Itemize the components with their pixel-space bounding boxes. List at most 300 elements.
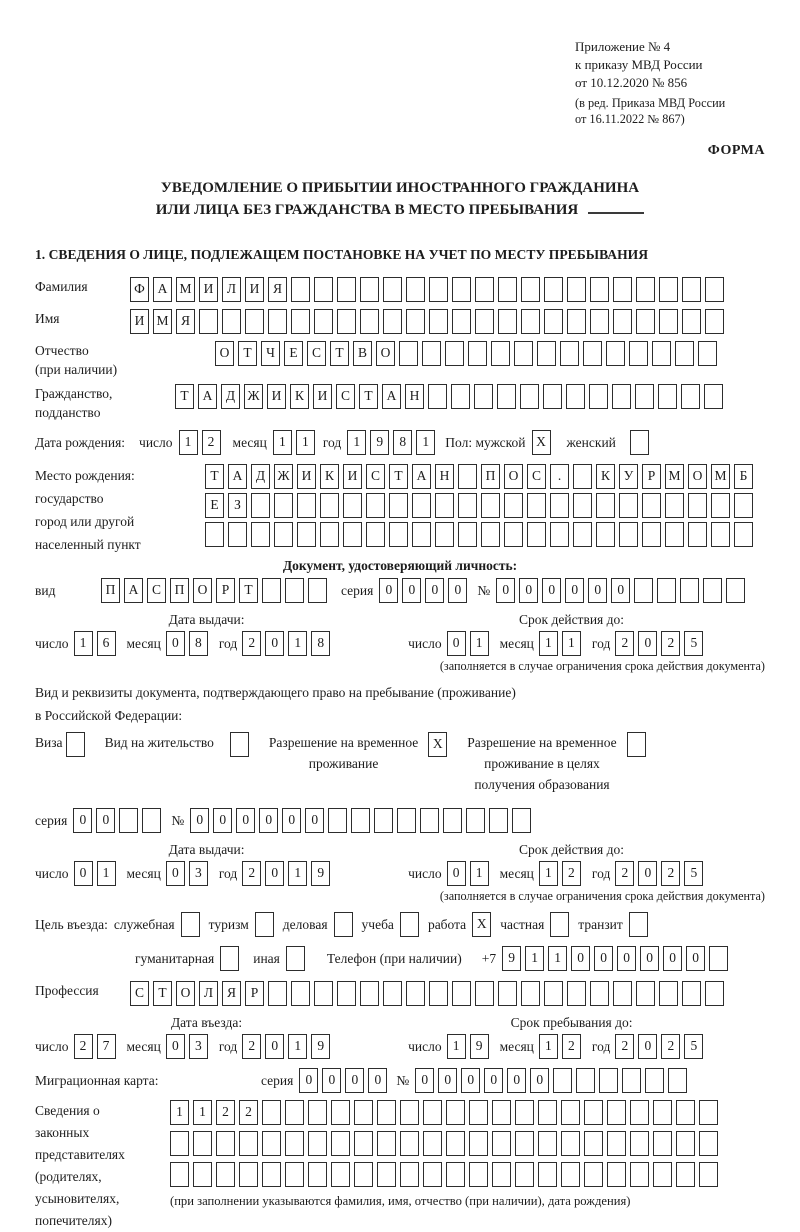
char-cell[interactable] bbox=[606, 341, 625, 366]
checkbox-cell[interactable] bbox=[629, 912, 648, 937]
char-cell[interactable] bbox=[584, 1131, 603, 1156]
char-cell[interactable] bbox=[366, 493, 385, 518]
char-cell[interactable] bbox=[636, 309, 655, 334]
char-cell[interactable] bbox=[698, 341, 717, 366]
char-cell[interactable]: 0 bbox=[96, 808, 115, 833]
char-cell[interactable]: Р bbox=[642, 464, 661, 489]
char-cell[interactable] bbox=[354, 1162, 373, 1187]
char-cell[interactable] bbox=[566, 384, 585, 409]
char-cell[interactable] bbox=[659, 277, 678, 302]
char-cell[interactable]: М bbox=[153, 309, 172, 334]
char-cell[interactable] bbox=[682, 981, 701, 1006]
char-cell[interactable] bbox=[314, 309, 333, 334]
char-cell[interactable]: Ж bbox=[274, 464, 293, 489]
char-cell[interactable]: Т bbox=[175, 384, 194, 409]
char-cell[interactable] bbox=[297, 493, 316, 518]
char-cell[interactable] bbox=[406, 981, 425, 1006]
char-cell[interactable]: С bbox=[307, 341, 326, 366]
char-cell[interactable]: С bbox=[366, 464, 385, 489]
char-cell[interactable]: 0 bbox=[379, 578, 398, 603]
char-cell[interactable] bbox=[520, 384, 539, 409]
char-cell[interactable]: В bbox=[353, 341, 372, 366]
char-cell[interactable] bbox=[428, 384, 447, 409]
char-cell[interactable] bbox=[222, 309, 241, 334]
char-cell[interactable] bbox=[291, 309, 310, 334]
char-cell[interactable] bbox=[435, 522, 454, 547]
char-cell[interactable] bbox=[653, 1131, 672, 1156]
char-cell[interactable]: 1 bbox=[179, 430, 198, 455]
char-cell[interactable]: 9 bbox=[311, 1034, 330, 1059]
char-cell[interactable] bbox=[576, 1068, 595, 1093]
char-cell[interactable] bbox=[527, 493, 546, 518]
checkbox-cell[interactable] bbox=[230, 732, 249, 757]
char-cell[interactable]: 1 bbox=[296, 430, 315, 455]
char-cell[interactable]: И bbox=[130, 309, 149, 334]
char-cell[interactable] bbox=[205, 522, 224, 547]
char-cell[interactable]: 0 bbox=[213, 808, 232, 833]
char-cell[interactable] bbox=[682, 309, 701, 334]
char-cell[interactable] bbox=[406, 309, 425, 334]
char-cell[interactable] bbox=[514, 341, 533, 366]
char-cell[interactable] bbox=[550, 493, 569, 518]
char-cell[interactable] bbox=[596, 522, 615, 547]
char-cell[interactable] bbox=[653, 1162, 672, 1187]
char-cell[interactable]: И bbox=[245, 277, 264, 302]
char-cell[interactable] bbox=[458, 522, 477, 547]
char-cell[interactable] bbox=[423, 1100, 442, 1125]
char-cell[interactable]: 2 bbox=[239, 1100, 258, 1125]
char-cell[interactable]: 0 bbox=[617, 946, 636, 971]
char-cell[interactable]: 1 bbox=[562, 631, 581, 656]
char-cell[interactable] bbox=[636, 277, 655, 302]
char-cell[interactable] bbox=[498, 277, 517, 302]
char-cell[interactable] bbox=[170, 1162, 189, 1187]
char-cell[interactable]: С bbox=[147, 578, 166, 603]
char-cell[interactable] bbox=[412, 493, 431, 518]
char-cell[interactable] bbox=[446, 1100, 465, 1125]
char-cell[interactable] bbox=[193, 1131, 212, 1156]
char-cell[interactable] bbox=[642, 522, 661, 547]
char-cell[interactable] bbox=[446, 1162, 465, 1187]
char-cell[interactable] bbox=[658, 384, 677, 409]
char-cell[interactable]: 0 bbox=[190, 808, 209, 833]
char-cell[interactable] bbox=[584, 1162, 603, 1187]
char-cell[interactable] bbox=[337, 309, 356, 334]
char-cell[interactable] bbox=[397, 808, 416, 833]
char-cell[interactable] bbox=[521, 277, 540, 302]
char-cell[interactable] bbox=[491, 341, 510, 366]
char-cell[interactable] bbox=[612, 384, 631, 409]
char-cell[interactable]: А bbox=[198, 384, 217, 409]
char-cell[interactable]: 5 bbox=[684, 861, 703, 886]
char-cell[interactable]: 0 bbox=[305, 808, 324, 833]
char-cell[interactable] bbox=[216, 1131, 235, 1156]
char-cell[interactable] bbox=[492, 1131, 511, 1156]
char-cell[interactable]: Л bbox=[199, 981, 218, 1006]
char-cell[interactable] bbox=[538, 1162, 557, 1187]
char-cell[interactable]: 0 bbox=[565, 578, 584, 603]
char-cell[interactable] bbox=[360, 981, 379, 1006]
char-cell[interactable] bbox=[262, 1100, 281, 1125]
char-cell[interactable] bbox=[573, 464, 592, 489]
char-cell[interactable] bbox=[567, 309, 586, 334]
char-cell[interactable] bbox=[590, 981, 609, 1006]
char-cell[interactable]: О bbox=[376, 341, 395, 366]
char-cell[interactable]: Ж bbox=[244, 384, 263, 409]
char-cell[interactable]: 0 bbox=[588, 578, 607, 603]
char-cell[interactable] bbox=[452, 981, 471, 1006]
char-cell[interactable] bbox=[688, 493, 707, 518]
char-cell[interactable] bbox=[560, 341, 579, 366]
char-cell[interactable] bbox=[291, 277, 310, 302]
char-cell[interactable] bbox=[406, 277, 425, 302]
char-cell[interactable] bbox=[308, 1162, 327, 1187]
char-cell[interactable] bbox=[383, 309, 402, 334]
char-cell[interactable]: А bbox=[382, 384, 401, 409]
checkbox-cell[interactable] bbox=[286, 946, 305, 971]
char-cell[interactable]: 3 bbox=[189, 1034, 208, 1059]
char-cell[interactable] bbox=[274, 493, 293, 518]
char-cell[interactable] bbox=[468, 341, 487, 366]
char-cell[interactable] bbox=[682, 277, 701, 302]
char-cell[interactable]: Ч bbox=[261, 341, 280, 366]
char-cell[interactable] bbox=[561, 1131, 580, 1156]
char-cell[interactable] bbox=[199, 309, 218, 334]
char-cell[interactable] bbox=[521, 309, 540, 334]
char-cell[interactable]: 1 bbox=[193, 1100, 212, 1125]
char-cell[interactable] bbox=[452, 309, 471, 334]
char-cell[interactable] bbox=[544, 277, 563, 302]
char-cell[interactable] bbox=[466, 808, 485, 833]
char-cell[interactable] bbox=[705, 981, 724, 1006]
char-cell[interactable]: 0 bbox=[74, 861, 93, 886]
char-cell[interactable] bbox=[308, 1100, 327, 1125]
char-cell[interactable]: 2 bbox=[615, 1034, 634, 1059]
char-cell[interactable] bbox=[665, 493, 684, 518]
char-cell[interactable]: 2 bbox=[202, 430, 221, 455]
char-cell[interactable] bbox=[452, 277, 471, 302]
char-cell[interactable]: 8 bbox=[393, 430, 412, 455]
char-cell[interactable] bbox=[445, 341, 464, 366]
char-cell[interactable]: Т bbox=[389, 464, 408, 489]
char-cell[interactable]: Д bbox=[251, 464, 270, 489]
char-cell[interactable]: 8 bbox=[189, 631, 208, 656]
char-cell[interactable]: Р bbox=[245, 981, 264, 1006]
char-cell[interactable] bbox=[377, 1162, 396, 1187]
char-cell[interactable] bbox=[285, 1131, 304, 1156]
char-cell[interactable] bbox=[734, 522, 753, 547]
char-cell[interactable] bbox=[489, 808, 508, 833]
char-cell[interactable]: О bbox=[193, 578, 212, 603]
char-cell[interactable]: Б bbox=[734, 464, 753, 489]
char-cell[interactable]: 0 bbox=[542, 578, 561, 603]
char-cell[interactable] bbox=[613, 277, 632, 302]
char-cell[interactable] bbox=[216, 1162, 235, 1187]
char-cell[interactable] bbox=[676, 1131, 695, 1156]
char-cell[interactable] bbox=[607, 1162, 626, 1187]
char-cell[interactable] bbox=[354, 1131, 373, 1156]
char-cell[interactable] bbox=[642, 493, 661, 518]
char-cell[interactable] bbox=[320, 493, 339, 518]
char-cell[interactable] bbox=[703, 578, 722, 603]
char-cell[interactable] bbox=[377, 1100, 396, 1125]
char-cell[interactable] bbox=[498, 981, 517, 1006]
char-cell[interactable] bbox=[512, 808, 531, 833]
char-cell[interactable]: 1 bbox=[288, 631, 307, 656]
char-cell[interactable] bbox=[389, 522, 408, 547]
char-cell[interactable]: 0 bbox=[496, 578, 515, 603]
char-cell[interactable] bbox=[354, 1100, 373, 1125]
char-cell[interactable] bbox=[668, 1068, 687, 1093]
char-cell[interactable] bbox=[469, 1100, 488, 1125]
char-cell[interactable]: 0 bbox=[368, 1068, 387, 1093]
char-cell[interactable] bbox=[550, 522, 569, 547]
char-cell[interactable]: Ф bbox=[130, 277, 149, 302]
char-cell[interactable] bbox=[630, 1100, 649, 1125]
char-cell[interactable] bbox=[481, 522, 500, 547]
char-cell[interactable]: 0 bbox=[638, 1034, 657, 1059]
char-cell[interactable] bbox=[544, 309, 563, 334]
char-cell[interactable] bbox=[469, 1131, 488, 1156]
char-cell[interactable] bbox=[705, 309, 724, 334]
char-cell[interactable]: О bbox=[176, 981, 195, 1006]
char-cell[interactable] bbox=[268, 981, 287, 1006]
char-cell[interactable] bbox=[170, 1131, 189, 1156]
char-cell[interactable]: 0 bbox=[345, 1068, 364, 1093]
char-cell[interactable] bbox=[228, 522, 247, 547]
checkbox-cell[interactable] bbox=[550, 912, 569, 937]
char-cell[interactable]: 0 bbox=[282, 808, 301, 833]
char-cell[interactable]: Я bbox=[222, 981, 241, 1006]
char-cell[interactable]: 5 bbox=[684, 1034, 703, 1059]
char-cell[interactable] bbox=[142, 808, 161, 833]
char-cell[interactable] bbox=[630, 1162, 649, 1187]
char-cell[interactable]: 0 bbox=[166, 1034, 185, 1059]
char-cell[interactable] bbox=[291, 981, 310, 1006]
checkbox-cell[interactable]: X bbox=[532, 430, 551, 455]
char-cell[interactable] bbox=[251, 493, 270, 518]
char-cell[interactable] bbox=[680, 578, 699, 603]
char-cell[interactable]: 8 bbox=[311, 631, 330, 656]
char-cell[interactable] bbox=[711, 522, 730, 547]
char-cell[interactable] bbox=[374, 808, 393, 833]
char-cell[interactable]: Е bbox=[284, 341, 303, 366]
char-cell[interactable] bbox=[634, 578, 653, 603]
char-cell[interactable] bbox=[475, 277, 494, 302]
char-cell[interactable] bbox=[619, 522, 638, 547]
char-cell[interactable] bbox=[285, 578, 304, 603]
char-cell[interactable] bbox=[504, 493, 523, 518]
char-cell[interactable]: 0 bbox=[507, 1068, 526, 1093]
char-cell[interactable] bbox=[399, 341, 418, 366]
char-cell[interactable] bbox=[422, 341, 441, 366]
char-cell[interactable]: Т bbox=[205, 464, 224, 489]
char-cell[interactable]: 1 bbox=[97, 861, 116, 886]
char-cell[interactable]: И bbox=[313, 384, 332, 409]
checkbox-cell[interactable] bbox=[181, 912, 200, 937]
char-cell[interactable]: 2 bbox=[661, 1034, 680, 1059]
char-cell[interactable]: 1 bbox=[273, 430, 292, 455]
char-cell[interactable] bbox=[400, 1100, 419, 1125]
char-cell[interactable]: . bbox=[550, 464, 569, 489]
char-cell[interactable] bbox=[653, 1100, 672, 1125]
char-cell[interactable] bbox=[420, 808, 439, 833]
char-cell[interactable] bbox=[527, 522, 546, 547]
char-cell[interactable]: 0 bbox=[686, 946, 705, 971]
char-cell[interactable]: И bbox=[267, 384, 286, 409]
char-cell[interactable]: К bbox=[320, 464, 339, 489]
char-cell[interactable]: 0 bbox=[571, 946, 590, 971]
char-cell[interactable] bbox=[351, 808, 370, 833]
char-cell[interactable] bbox=[567, 981, 586, 1006]
char-cell[interactable] bbox=[619, 493, 638, 518]
char-cell[interactable]: М bbox=[665, 464, 684, 489]
char-cell[interactable]: 0 bbox=[402, 578, 421, 603]
char-cell[interactable]: 0 bbox=[259, 808, 278, 833]
char-cell[interactable] bbox=[331, 1131, 350, 1156]
char-cell[interactable] bbox=[475, 981, 494, 1006]
checkbox-cell[interactable] bbox=[220, 946, 239, 971]
char-cell[interactable]: О bbox=[215, 341, 234, 366]
char-cell[interactable] bbox=[629, 341, 648, 366]
char-cell[interactable] bbox=[553, 1068, 572, 1093]
char-cell[interactable]: 2 bbox=[242, 861, 261, 886]
char-cell[interactable] bbox=[675, 341, 694, 366]
char-cell[interactable] bbox=[328, 808, 347, 833]
char-cell[interactable] bbox=[383, 981, 402, 1006]
char-cell[interactable]: И bbox=[343, 464, 362, 489]
char-cell[interactable] bbox=[443, 808, 462, 833]
char-cell[interactable] bbox=[688, 522, 707, 547]
char-cell[interactable]: 0 bbox=[640, 946, 659, 971]
char-cell[interactable]: 2 bbox=[242, 1034, 261, 1059]
char-cell[interactable] bbox=[377, 1131, 396, 1156]
char-cell[interactable]: 0 bbox=[663, 946, 682, 971]
char-cell[interactable]: А bbox=[412, 464, 431, 489]
char-cell[interactable] bbox=[314, 277, 333, 302]
char-cell[interactable] bbox=[515, 1131, 534, 1156]
char-cell[interactable]: Е bbox=[205, 493, 224, 518]
char-cell[interactable] bbox=[636, 981, 655, 1006]
char-cell[interactable]: С bbox=[336, 384, 355, 409]
char-cell[interactable] bbox=[607, 1131, 626, 1156]
char-cell[interactable] bbox=[676, 1162, 695, 1187]
char-cell[interactable] bbox=[469, 1162, 488, 1187]
char-cell[interactable]: 0 bbox=[611, 578, 630, 603]
char-cell[interactable]: 2 bbox=[615, 631, 634, 656]
char-cell[interactable]: 1 bbox=[539, 861, 558, 886]
char-cell[interactable]: М bbox=[711, 464, 730, 489]
char-cell[interactable]: А bbox=[228, 464, 247, 489]
char-cell[interactable] bbox=[423, 1162, 442, 1187]
char-cell[interactable] bbox=[481, 493, 500, 518]
char-cell[interactable]: 2 bbox=[74, 1034, 93, 1059]
char-cell[interactable] bbox=[308, 1131, 327, 1156]
char-cell[interactable]: С bbox=[130, 981, 149, 1006]
checkbox-cell[interactable]: X bbox=[472, 912, 491, 937]
char-cell[interactable]: 7 bbox=[97, 1034, 116, 1059]
char-cell[interactable]: 9 bbox=[311, 861, 330, 886]
char-cell[interactable] bbox=[285, 1100, 304, 1125]
char-cell[interactable]: 2 bbox=[242, 631, 261, 656]
char-cell[interactable]: 0 bbox=[265, 1034, 284, 1059]
char-cell[interactable] bbox=[599, 1068, 618, 1093]
char-cell[interactable]: 0 bbox=[415, 1068, 434, 1093]
char-cell[interactable]: 2 bbox=[661, 861, 680, 886]
char-cell[interactable] bbox=[613, 981, 632, 1006]
char-cell[interactable]: К bbox=[290, 384, 309, 409]
char-cell[interactable] bbox=[119, 808, 138, 833]
char-cell[interactable]: 0 bbox=[638, 631, 657, 656]
char-cell[interactable]: 1 bbox=[74, 631, 93, 656]
char-cell[interactable] bbox=[458, 493, 477, 518]
char-cell[interactable]: 0 bbox=[73, 808, 92, 833]
char-cell[interactable]: 1 bbox=[447, 1034, 466, 1059]
char-cell[interactable]: 5 bbox=[684, 631, 703, 656]
char-cell[interactable]: 0 bbox=[594, 946, 613, 971]
char-cell[interactable]: 2 bbox=[615, 861, 634, 886]
char-cell[interactable] bbox=[337, 981, 356, 1006]
char-cell[interactable] bbox=[492, 1100, 511, 1125]
char-cell[interactable] bbox=[561, 1162, 580, 1187]
char-cell[interactable] bbox=[699, 1100, 718, 1125]
char-cell[interactable]: 0 bbox=[447, 861, 466, 886]
char-cell[interactable] bbox=[451, 384, 470, 409]
char-cell[interactable] bbox=[475, 309, 494, 334]
char-cell[interactable] bbox=[573, 522, 592, 547]
char-cell[interactable] bbox=[474, 384, 493, 409]
char-cell[interactable]: 2 bbox=[216, 1100, 235, 1125]
char-cell[interactable]: 0 bbox=[530, 1068, 549, 1093]
char-cell[interactable] bbox=[613, 309, 632, 334]
char-cell[interactable]: М bbox=[176, 277, 195, 302]
char-cell[interactable] bbox=[590, 277, 609, 302]
char-cell[interactable] bbox=[389, 493, 408, 518]
char-cell[interactable] bbox=[657, 578, 676, 603]
char-cell[interactable]: А bbox=[153, 277, 172, 302]
char-cell[interactable]: 3 bbox=[189, 861, 208, 886]
char-cell[interactable] bbox=[543, 384, 562, 409]
char-cell[interactable]: Т bbox=[239, 578, 258, 603]
char-cell[interactable] bbox=[699, 1131, 718, 1156]
char-cell[interactable]: П bbox=[101, 578, 120, 603]
char-cell[interactable] bbox=[320, 522, 339, 547]
char-cell[interactable] bbox=[239, 1131, 258, 1156]
char-cell[interactable] bbox=[497, 384, 516, 409]
char-cell[interactable] bbox=[567, 277, 586, 302]
checkbox-cell[interactable] bbox=[630, 430, 649, 455]
char-cell[interactable]: С bbox=[527, 464, 546, 489]
char-cell[interactable] bbox=[400, 1162, 419, 1187]
char-cell[interactable] bbox=[498, 309, 517, 334]
char-cell[interactable] bbox=[504, 522, 523, 547]
char-cell[interactable]: 0 bbox=[519, 578, 538, 603]
char-cell[interactable] bbox=[622, 1068, 641, 1093]
char-cell[interactable]: 0 bbox=[265, 631, 284, 656]
char-cell[interactable] bbox=[589, 384, 608, 409]
char-cell[interactable] bbox=[429, 981, 448, 1006]
char-cell[interactable] bbox=[366, 522, 385, 547]
char-cell[interactable] bbox=[590, 309, 609, 334]
char-cell[interactable]: 1 bbox=[416, 430, 435, 455]
char-cell[interactable] bbox=[734, 493, 753, 518]
char-cell[interactable]: 9 bbox=[370, 430, 389, 455]
char-cell[interactable] bbox=[262, 578, 281, 603]
char-cell[interactable]: 1 bbox=[548, 946, 567, 971]
char-cell[interactable] bbox=[515, 1162, 534, 1187]
char-cell[interactable] bbox=[584, 1100, 603, 1125]
char-cell[interactable] bbox=[544, 981, 563, 1006]
